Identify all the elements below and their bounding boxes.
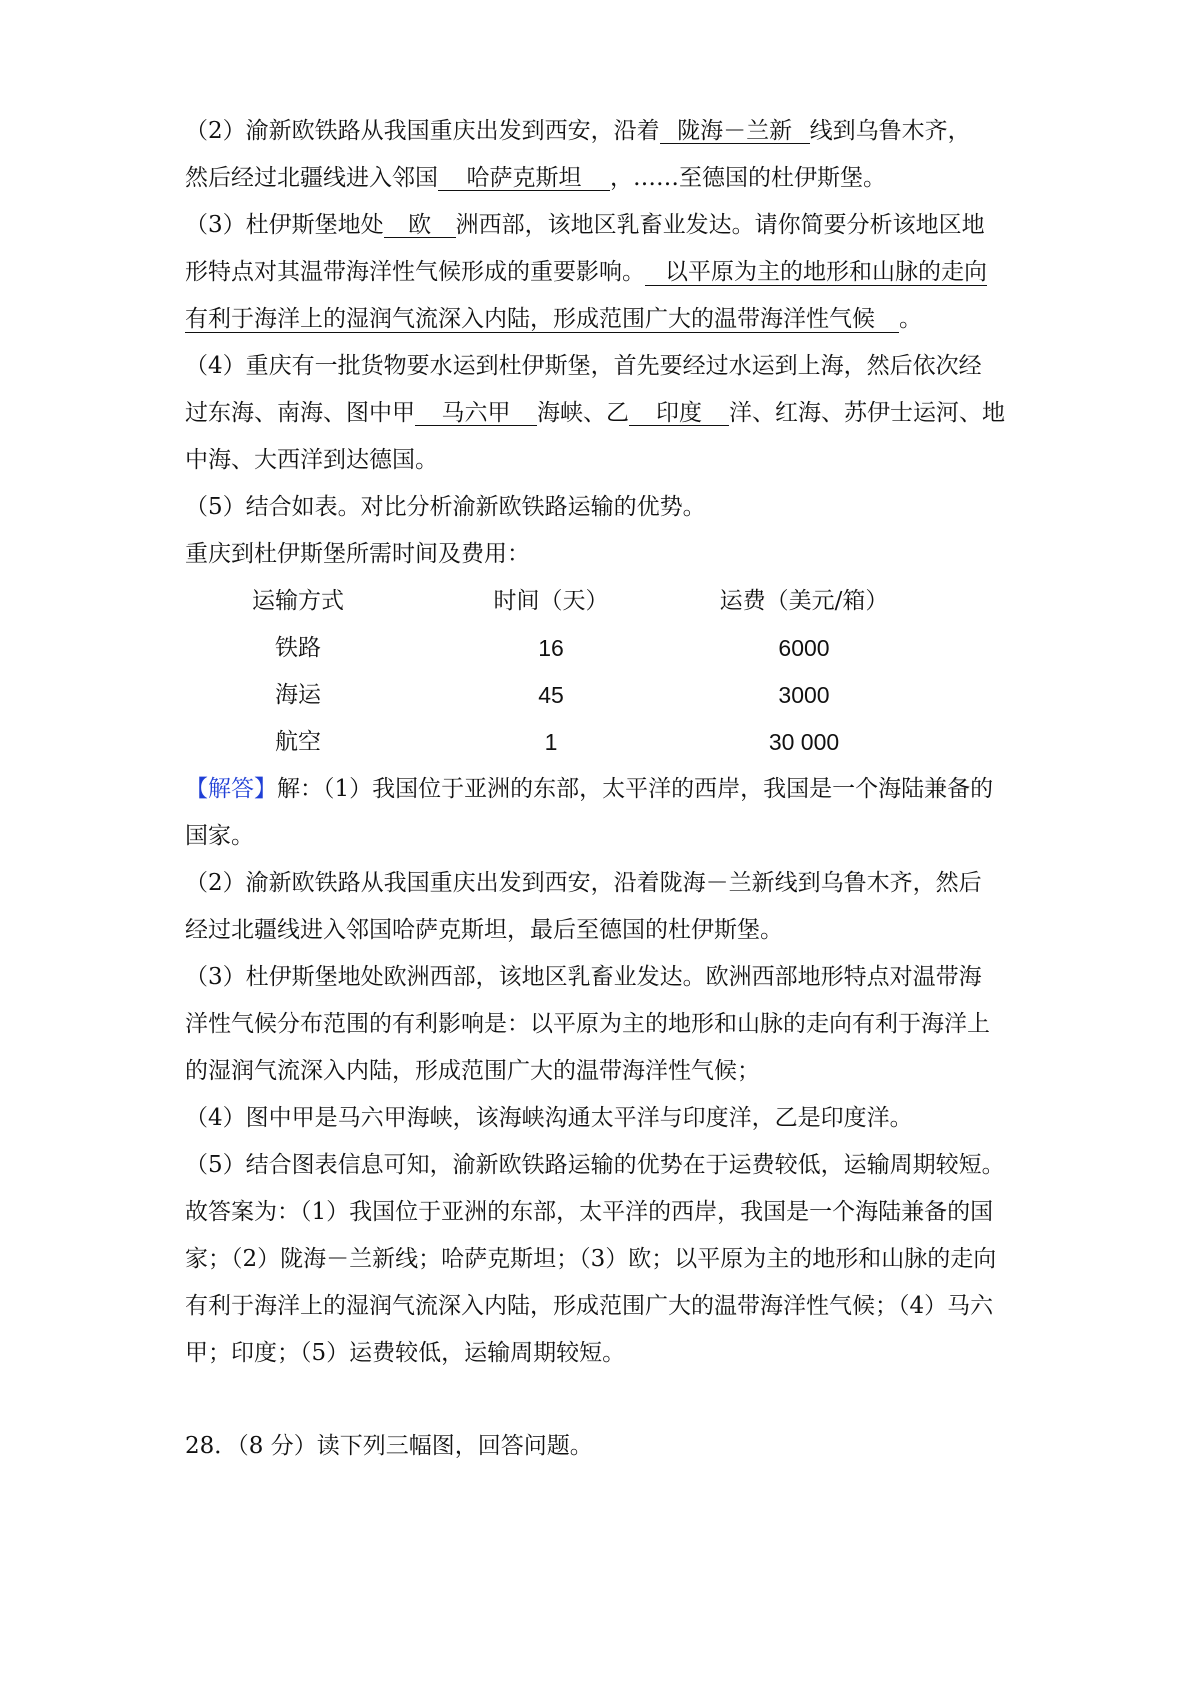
table-header-row	[185, 578, 1025, 625]
question-28: 28．（8 分）读下列三幅图，回答问题。	[185, 1433, 593, 1459]
answer-line-1: 【解答】解：（1）我国位于亚洲的东部，太平洋的西岸，我国是一个海陆兼备的	[185, 776, 994, 802]
answer-line-2: 国家。	[185, 823, 254, 849]
answer-line-8: （4）图中甲是马六甲海峡，该海峡沟通太平洋与印度洋，乙是印度洋。	[185, 1105, 913, 1131]
table-cell: 1	[544, 729, 558, 755]
q2-blank-2: 哈萨克斯坦	[438, 166, 610, 191]
answer-line-12: 有利于海洋上的湿润气流深入内陆，形成范围广大的温带海洋性气候；（4）马六	[185, 1293, 994, 1319]
table-cell: 45	[538, 682, 564, 708]
q2-text: （2）渝新欧铁路从我国重庆出发到西安，沿着	[185, 118, 660, 144]
table-header-cost: 运费（美元/箱）	[719, 588, 889, 614]
table-cell: 3000	[778, 682, 830, 708]
table-header-mode: 运输方式	[252, 588, 344, 614]
answer-line-11: 家；（2）陇海－兰新线；哈萨克斯坦；（3）欧；以平原为主的地形和山脉的走向	[185, 1246, 997, 1272]
answer-line-7: 的湿润气流深入内陆，形成范围广大的温带海洋性气候；	[185, 1058, 760, 1084]
table-row	[185, 672, 1025, 719]
q5-text: （5）结合如表。对比分析渝新欧铁路运输的优势。	[185, 494, 706, 520]
table-cell: 30 000	[768, 729, 840, 755]
q4-blank-2: 印度	[629, 401, 729, 426]
transport-table	[185, 578, 1025, 766]
table-header-time: 时间（天）	[493, 588, 609, 614]
table-row	[185, 625, 1025, 672]
q2-text-d: ，……至德国的杜伊斯堡。	[610, 165, 886, 191]
q4-line-2	[185, 390, 1025, 437]
q3-answer-part-1: 以平原为主的地形和山脉的走向	[645, 259, 987, 286]
answer-line-4: 经过北疆线进入邻国哈萨克斯坦，最后至德国的杜伊斯堡。	[185, 917, 783, 943]
q3-end: 。	[899, 306, 922, 332]
q2-blank-1: 陇海－兰新	[660, 119, 810, 144]
answer-line-3: （2）渝新欧铁路从我国重庆出发到西安，沿着陇海－兰新线到乌鲁木齐，然后	[185, 870, 982, 896]
q5-line-1	[185, 484, 1025, 531]
q4-blank-1: 马六甲	[415, 401, 537, 426]
table-cell: 海运	[275, 682, 321, 708]
q3-answer-part-2: 有利于海洋上的湿润气流深入内陆，形成范围广大的温带海洋性气候	[185, 306, 899, 333]
q4-text-c: 海峡、乙	[537, 400, 629, 426]
q3-text-c: 形特点对其温带海洋性气候形成的重要影响。	[185, 259, 645, 285]
answer-line-5: （3）杜伊斯堡地处欧洲西部，该地区乳畜业发达。欧洲西部地形特点对温带海	[185, 964, 982, 990]
q2-text-c: 然后经过北疆线进入邻国	[185, 165, 438, 191]
answer-tag: 【解答】	[185, 776, 277, 802]
q3-line-1	[185, 202, 1025, 249]
table-title: 重庆到杜伊斯堡所需时间及费用：	[185, 541, 530, 567]
table-row	[185, 719, 1025, 766]
answer-line-6: 洋性气候分布范围的有利影响是：以平原为主的地形和山脉的走向有利于海洋上	[185, 1011, 990, 1037]
q2-text-b: 线到乌鲁木齐，	[809, 118, 971, 144]
answer-line-13: 甲；印度；（5）运费较低，运输周期较短。	[185, 1340, 626, 1366]
table-cell: 铁路	[275, 635, 321, 661]
q4-line-3	[185, 437, 1025, 484]
q4-text: （4）重庆有一批货物要水运到杜伊斯堡，首先要经过水运到上海，然后依次经	[185, 353, 982, 379]
answer-line-9: （5）结合图表信息可知，渝新欧铁路运输的优势在于运费较低，运输周期较短。	[185, 1152, 1005, 1178]
q3-blank-1: 欧	[384, 213, 456, 238]
q2-line-1	[185, 108, 1025, 155]
table-cell: 6000	[778, 635, 830, 661]
answer-line-10: 故答案为：（1）我国位于亚洲的东部，太平洋的西岸，我国是一个海陆兼备的国	[185, 1199, 994, 1225]
q2-line-2	[185, 155, 1025, 202]
q4-line-1	[185, 343, 1025, 390]
q3-line-3	[185, 296, 1025, 343]
table-cell: 航空	[275, 729, 321, 755]
q3-line-2	[185, 249, 1025, 296]
table-cell: 16	[538, 635, 564, 661]
q3-text-b: 洲西部，该地区乳畜业发达。请你简要分析该地区地	[455, 212, 985, 238]
q4-text-d: 洋、红海、苏伊士运河、地	[729, 400, 1005, 426]
q4-text-e: 中海、大西洋到达德国。	[185, 447, 438, 473]
q3-text: （3）杜伊斯堡地处	[185, 212, 384, 238]
q4-text-b: 过东海、南海、图中甲	[185, 400, 415, 426]
document-content	[185, 108, 1025, 1470]
